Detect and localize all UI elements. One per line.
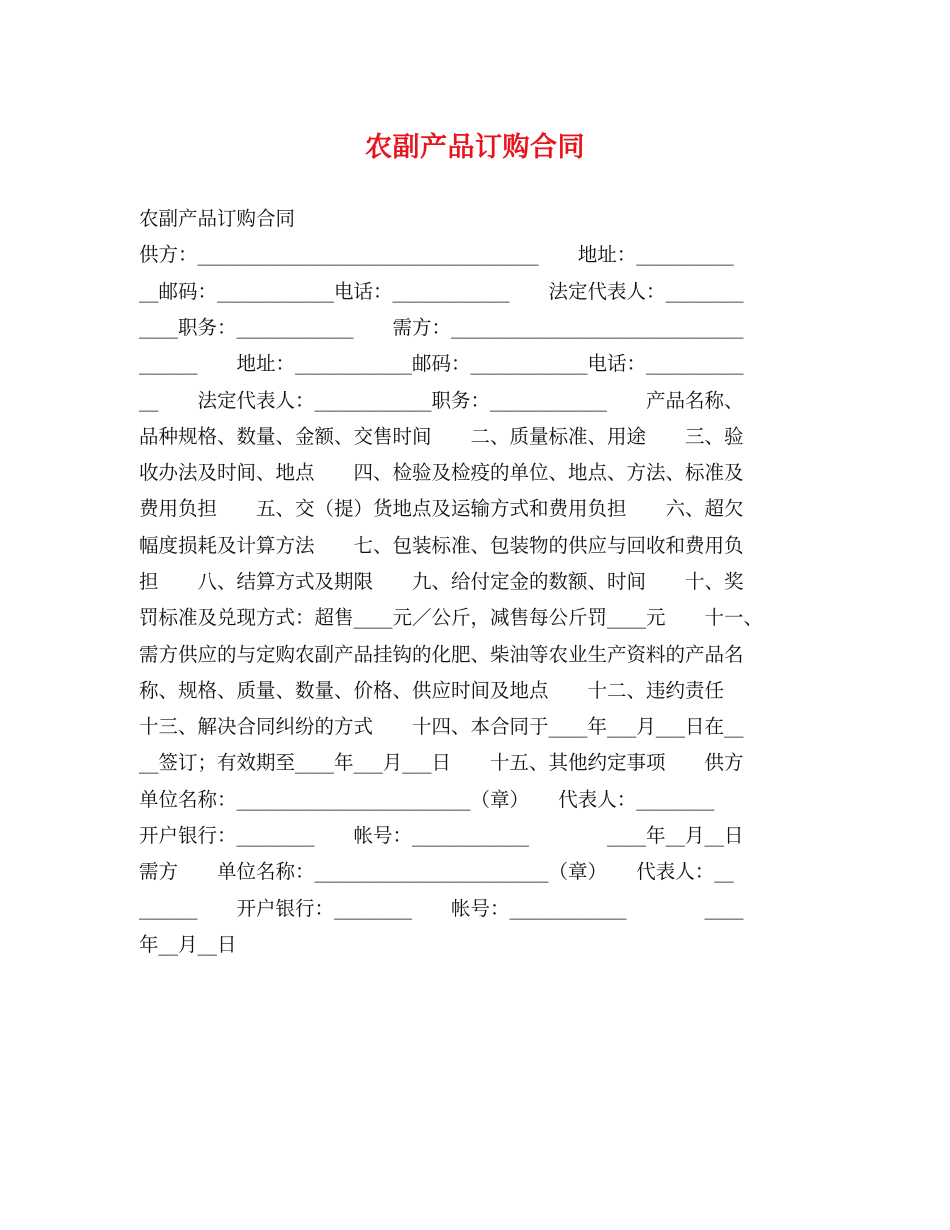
body-line: 年__月__日 <box>139 933 237 956</box>
body-line: __邮码：____________电话：____________ 法定代表人：________ <box>139 280 744 303</box>
body-line: 担 八、结算方式及期限 九、给付定金的数额、时间 十、奖 <box>139 570 744 593</box>
body-line: 幅度损耗及计算方法 七、包装标准、包装物的供应与回收和费用负 <box>139 534 744 557</box>
body-line: ______ 开户银行：________ 帐号：____________ ____ <box>139 897 744 920</box>
body-line: 十三、解决合同纠纷的方式 十四、本合同于____年___月___日在__ <box>139 715 744 738</box>
body-line: __ 法定代表人：____________职务：____________ 产品名称、 <box>139 389 744 412</box>
body-line: 品种规格、数量、金额、交售时间 二、质量标准、用途 三、验 <box>139 425 744 448</box>
body-line: 开户银行：________ 帐号：____________ ____年__月__日 <box>139 824 744 847</box>
body-line: 单位名称：________________________（章） 代表人：________ <box>139 788 715 811</box>
body-line: 需方 单位名称：________________________（章） 代表人：__ <box>139 860 734 883</box>
body-line: 费用负担 五、交（提）货地点及运输方式和费用负担 六、超欠 <box>139 497 744 520</box>
body-line: 罚标准及兑现方式：超售____元／公斤，减售每公斤罚____元 十一、 <box>139 606 764 629</box>
body-line: 农副产品订购合同 <box>139 207 296 230</box>
body-line: __签订；有效期至____年___月___日 十五、其他约定事项 供方 <box>139 751 744 774</box>
document-title: 农副产品订购合同 <box>365 132 585 163</box>
body-line: 收办法及时间、地点 四、检验及检疫的单位、地点、方法、标准及 <box>139 461 744 484</box>
contract-body <box>139 0 819 956</box>
body-line: 称、规格、质量、数量、价格、供应时间及地点 十二、违约责任 <box>139 679 725 702</box>
body-line: 供方：___________________________________ 地址：__________ <box>139 243 734 266</box>
body-line: ______ 地址：____________邮码：____________电话：__________ <box>139 352 744 375</box>
body-line: 需方供应的与定购农副产品挂钩的化肥、柴油等农业生产资料的产品名 <box>139 643 744 666</box>
body-line: ____职务：____________ 需方：______________________________ <box>139 316 744 339</box>
